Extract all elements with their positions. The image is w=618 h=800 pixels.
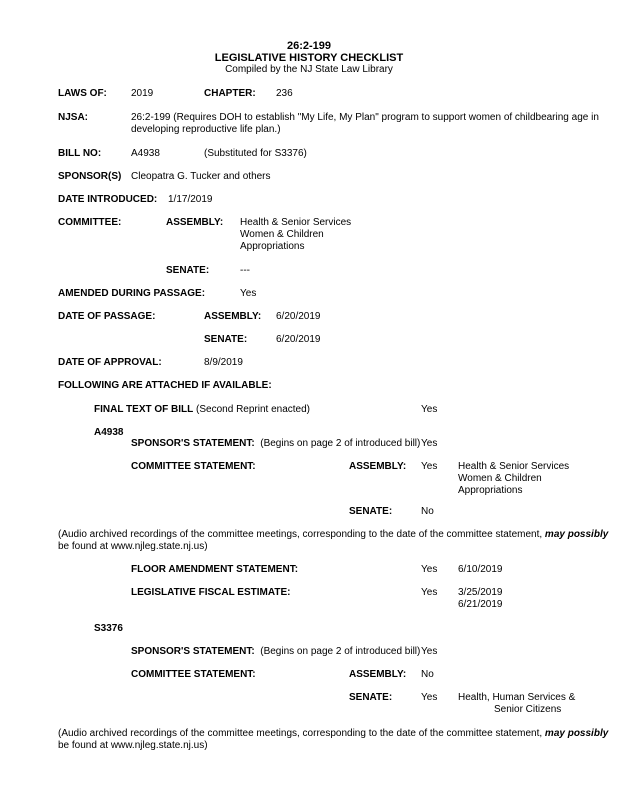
audio-note-1-emphasis: may possibly [544, 529, 609, 540]
s3376-sponsor-row [131, 646, 420, 658]
bill-no-note: (Substituted for S3376) [204, 148, 307, 159]
s3376-senate-value: Yes [421, 692, 438, 703]
njsa-line-1: 26:2-199 (Requires DOH to establish "My Life, My Plan" program to support women of childbearing age in [131, 112, 599, 123]
sponsors-label: SPONSOR(S) [58, 171, 122, 182]
passage-senate-label: SENATE: [204, 334, 248, 345]
bill-no-value: A4938 [131, 148, 160, 159]
final-text-value: Yes [421, 404, 438, 415]
committee-senate-value: --- [240, 265, 250, 276]
floor-amendment-value: Yes [421, 564, 438, 575]
amended-label: AMENDED DURING PASSAGE: [58, 288, 206, 299]
final-text-row [94, 404, 310, 416]
laws-of-value: 2019 [131, 88, 154, 99]
fiscal-estimate-date-2: 6/21/2019 [458, 599, 503, 610]
s3376-assembly-label: ASSEMBLY: [349, 669, 407, 680]
chapter-value: 236 [276, 88, 293, 99]
a4938-sponsor-row [131, 438, 420, 450]
final-text-label: FINAL TEXT OF BILL [94, 404, 194, 415]
s3376-sponsor-label: SPONSOR'S STATEMENT: [131, 646, 255, 657]
committee-assembly-label: ASSEMBLY: [166, 217, 224, 228]
sponsors-value: Cleopatra G. Tucker and others [131, 171, 271, 182]
passage-label: DATE OF PASSAGE: [58, 311, 156, 322]
floor-amendment-label: FLOOR AMENDMENT STATEMENT: [131, 564, 299, 575]
committee-assembly-1: Health & Senior Services [240, 217, 352, 228]
audio-note-1-text: (Audio archived recordings of the committee meetings, corresponding to the date of the committee statement, [58, 529, 545, 540]
document-code: 26:2-199 [286, 40, 332, 52]
a4938-senate-label: SENATE: [349, 506, 393, 517]
final-text-note: (Second Reprint enacted) [196, 404, 311, 415]
audio-note-1-line-1 [58, 529, 608, 541]
audio-note-2-text: (Audio archived recordings of the committee meetings, corresponding to the date of the committee statement, [58, 728, 545, 739]
committee-assembly-2: Women & Children [240, 229, 324, 240]
a4938-assembly-value: Yes [421, 461, 438, 472]
attached-heading: FOLLOWING ARE ATTACHED IF AVAILABLE: [58, 380, 272, 391]
fiscal-estimate-label: LEGISLATIVE FISCAL ESTIMATE: [131, 587, 291, 598]
a4938-assembly-committee-2: Women & Children [458, 473, 542, 484]
fiscal-estimate-date-1: 3/25/2019 [458, 587, 503, 598]
passage-assembly-date: 6/20/2019 [276, 311, 321, 322]
audio-note-2-emphasis: may possibly [544, 728, 609, 739]
bill-a4938-heading: A4938 [94, 427, 124, 438]
a4938-senate-value: No [421, 506, 434, 517]
committee-assembly-3: Appropriations [240, 241, 305, 252]
fiscal-estimate-value: Yes [421, 587, 438, 598]
approval-value: 8/9/2019 [204, 357, 243, 368]
laws-of-label: LAWS OF: [58, 88, 107, 99]
document-title: LEGISLATIVE HISTORY CHECKLIST [214, 52, 404, 64]
date-introduced-label: DATE INTRODUCED: [58, 194, 158, 205]
chapter-label: CHAPTER: [204, 88, 256, 99]
s3376-committee-label: COMMITTEE STATEMENT: [131, 669, 256, 680]
a4938-sponsor-note: (Begins on page 2 of introduced bill) [260, 438, 421, 449]
floor-amendment-date: 6/10/2019 [458, 564, 503, 575]
njsa-label: NJSA: [58, 112, 89, 123]
audio-note-2-line-1 [58, 728, 608, 740]
date-introduced-value: 1/17/2019 [168, 194, 213, 205]
a4938-committee-label: COMMITTEE STATEMENT: [131, 461, 256, 472]
s3376-senate-label: SENATE: [349, 692, 393, 703]
audio-note-2-line-2: be found at www.njleg.state.nj.us) [58, 740, 208, 751]
a4938-assembly-label: ASSEMBLY: [349, 461, 407, 472]
passage-assembly-label: ASSEMBLY: [204, 311, 262, 322]
bill-no-label: BILL NO: [58, 148, 102, 159]
a4938-sponsor-value: Yes [421, 438, 438, 449]
s3376-sponsor-value: Yes [421, 646, 438, 657]
audio-note-1-line-2: be found at www.njleg.state.nj.us) [58, 541, 208, 552]
s3376-senate-committee-1: Health, Human Services & [458, 692, 576, 703]
a4938-sponsor-label: SPONSOR'S STATEMENT: [131, 438, 255, 449]
committee-label: COMMITTEE: [58, 217, 122, 228]
njsa-line-2: developing reproductive life plan.) [131, 124, 281, 135]
bill-s3376-heading: S3376 [94, 623, 123, 634]
s3376-assembly-value: No [421, 669, 434, 680]
amended-value: Yes [240, 288, 257, 299]
committee-senate-label: SENATE: [166, 265, 210, 276]
s3376-senate-committee-2: Senior Citizens [494, 704, 562, 715]
s3376-sponsor-note: (Begins on page 2 of introduced bill) [260, 646, 421, 657]
passage-senate-date: 6/20/2019 [276, 334, 321, 345]
a4938-assembly-committee-3: Appropriations [458, 485, 523, 496]
approval-label: DATE OF APPROVAL: [58, 357, 162, 368]
compiled-by: Compiled by the NJ State Law Library [225, 64, 393, 75]
a4938-assembly-committee-1: Health & Senior Services [458, 461, 570, 472]
